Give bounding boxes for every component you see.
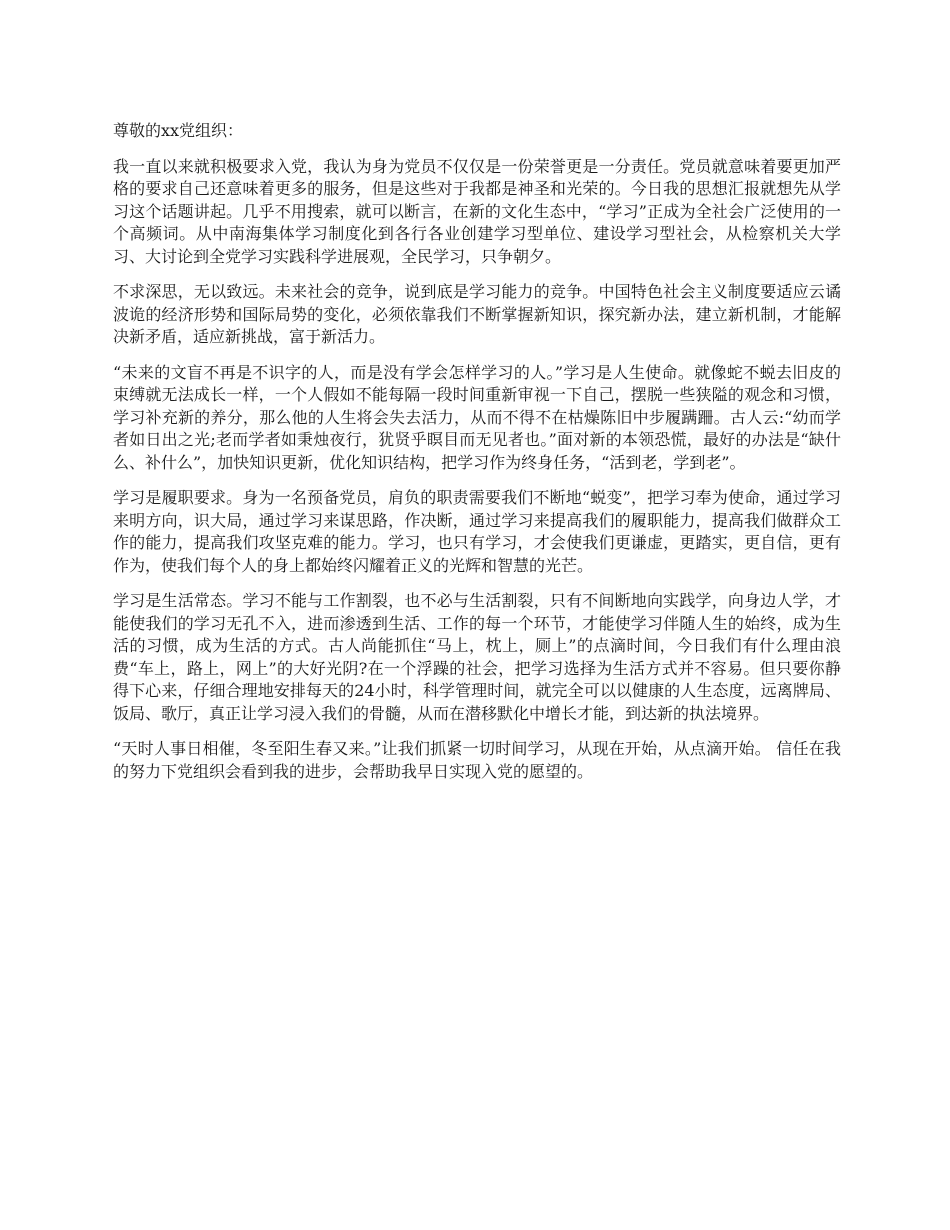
paragraph-3: “未来的文盲不再是不识字的人，而是没有学会怎样学习的人。”学习是人生使命。就像蛇不蜕去旧皮的束缚就无法成长一样，一个人假如不能每隔一段时间重新审视一下自己，摆脱一些狭隘的观念和习惯，学习补充新的养分，那么他的人生将会失去活力，从而不得不在枯燥陈旧中步履蹒跚。古人云:“幼而学者如日出之光;老而学者如秉烛夜行，犹贤乎瞑目而无见者也。”面对新的本领恐慌，最好的办法是“缺什么、补什么”，加快知识更新，优化知识结构，把学习作为终身任务，“活到老，学到老”。 bbox=[113, 362, 841, 472]
salutation: 尊敬的xx党组织： bbox=[113, 121, 244, 140]
paragraph-2: 不求深思，无以致远。未来社会的竞争，说到底是学习能力的竞争。中国特色社会主义制度要适应云谲波诡的经济形势和国际局势的变化，必须依靠我们不断掌握新知识，探究新办法，建立新机制，才能解决新矛盾，适应新挑战，富于新活力。 bbox=[113, 282, 841, 346]
document-body bbox=[113, 120, 841, 796]
paragraph-4: 学习是履职要求。身为一名预备党员，肩负的职责需要我们不断地“蜕变”，把学习奉为使命，通过学习来明方向，识大局，通过学习来谋思路，作决断，通过学习来提高我们的履职能力，提高我们做群众工作的能力，提高我们攻坚克难的能力。学习，也只有学习，才会使我们更谦虚，更踏实，更自信，更有作为，使我们每个人的身上都始终闪耀着正义的光辉和智慧的光芒。 bbox=[113, 488, 841, 575]
paragraph-6: “天时人事日相催，冬至阳生春又来。”让我们抓紧一切时间学习，从现在开始，从点滴开始。 信任在我的努力下党组织会看到我的进步，会帮助我早日实现入党的愿望的。 bbox=[113, 739, 841, 781]
paragraph-1: 我一直以来就积极要求入党，我认为身为党员不仅仅是一份荣誉更是一分责任。党员就意味着要更加严格的要求自己还意味着更多的服务，但是这些对于我都是神圣和光荣的。今日我的思想汇报就想先从学习这个话题讲起。几乎不用搜索，就可以断言，在新的文化生态中，“学习”正成为全社会广泛使用的一个高频词。从中南海集体学习制度化到各行各业创建学习型单位、建设学习型社会，从检察机关大学习、大讨论到全党学习实践科学进展观，全民学习，只争朝夕。 bbox=[113, 156, 841, 266]
paragraph-5: 学习是生活常态。学习不能与工作割裂，也不必与生活割裂，只有不间断地向实践学，向身边人学，才能使我们的学习无孔不入，进而渗透到生活、工作的每一个环节，才能使学习伴随人生的始终，成为生活的习惯，成为生活的方式。古人尚能抓住“马上，枕上，厕上”的点滴时间，今日我们有什么理由浪费“车上，路上，网上”的大好光阴?在一个浮躁的社会，把学习选择为生活方式并不容易。但只要你静得下心来，仔细合理地安排每天的24小时，科学管理时间，就完全可以以健康的人生态度，远离牌局、饭局、歌厅，真正让学习浸入我们的骨髓，从而在潜移默化中增长才能，到达新的执法境界。 bbox=[113, 591, 841, 723]
